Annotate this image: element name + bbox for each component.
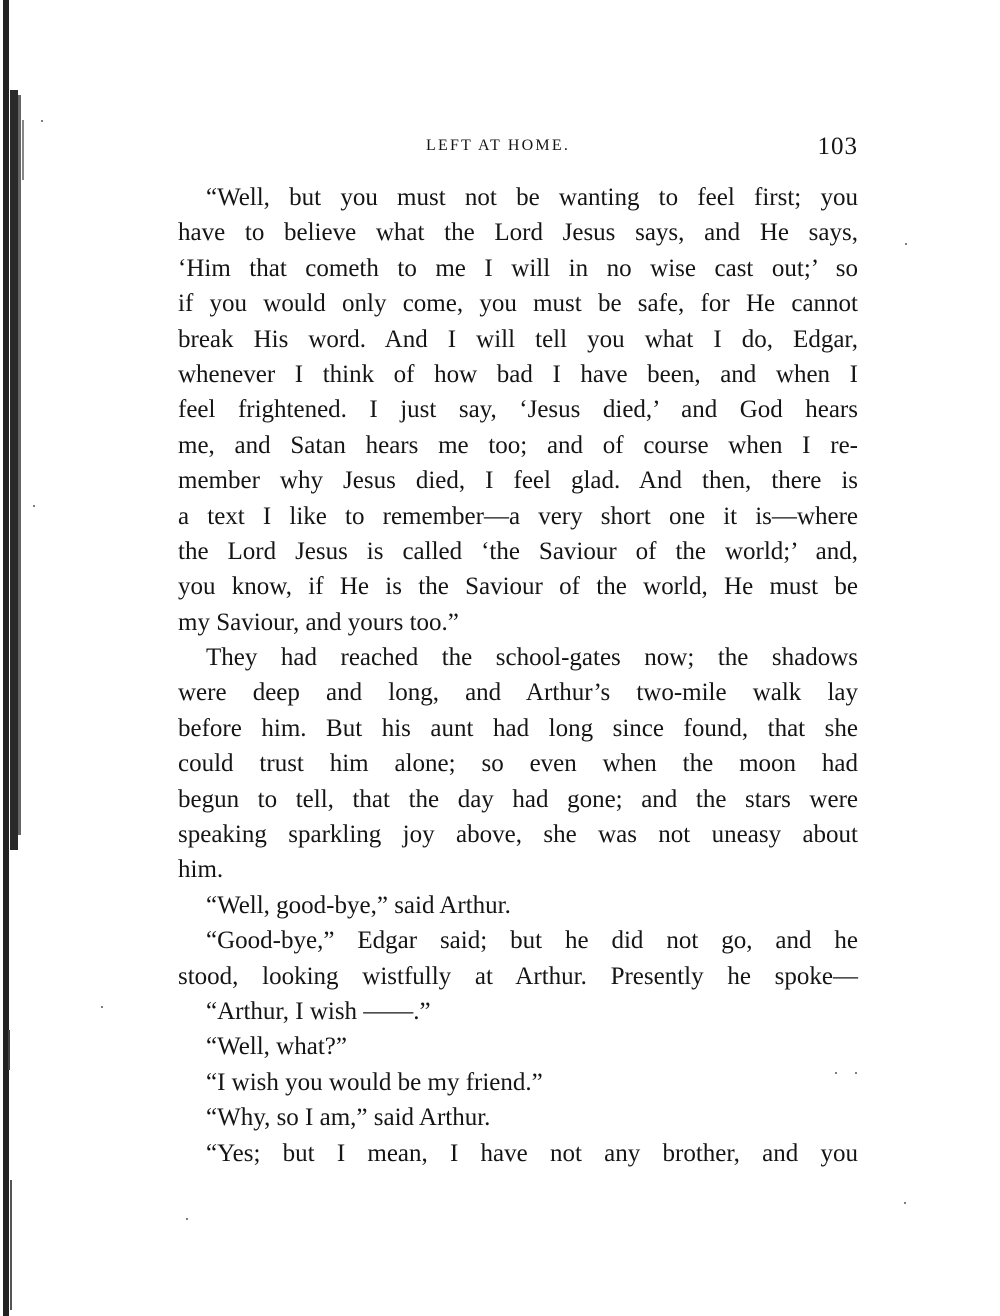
- text-line: ‘Him that cometh to me I will in no wise cast out;’ so: [178, 254, 858, 282]
- text-line: feel frightened. I just say, ‘Jesus died,’ and God hears: [178, 396, 858, 424]
- text-line: stood, looking wistfully at Arthur. Presently he spoke—: [178, 962, 858, 990]
- text-line: me, and Satan hears me too; and of course when I re-: [178, 431, 858, 459]
- text-line: “Good-bye,” Edgar said; but he did not go, and he: [206, 927, 858, 955]
- text-line: “Arthur, I wish ——.”: [206, 997, 431, 1025]
- text-line: before him. But his aunt had long since found, that she: [178, 714, 858, 742]
- text-line: “Well, what?”: [206, 1033, 347, 1061]
- text-line: if you would only come, you must be safe, for He cannot: [178, 290, 858, 318]
- text-line: a text I like to remember—a very short one it is—where: [178, 502, 858, 530]
- text-line: member why Jesus died, I feel glad. And then, there is: [178, 467, 858, 495]
- text-line: begun to tell, that the day had gone; and the stars were: [178, 785, 858, 813]
- scan-speck: [33, 505, 35, 507]
- scan-speck: [904, 1202, 906, 1204]
- text-line: They had reached the school-gates now; the shadows: [206, 644, 858, 672]
- text-line: could trust him alone; so even when the moon had: [178, 750, 858, 778]
- text-line: whenever I think of how bad I have been, and when I: [178, 360, 858, 388]
- text-line: were deep and long, and Arthur’s two-mile walk lay: [178, 679, 858, 707]
- text-line: you know, if He is the Saviour of the world, He must be: [178, 573, 858, 601]
- scan-speck: [905, 243, 907, 245]
- scan-speck: [41, 120, 43, 122]
- scan-speck: [101, 1006, 103, 1008]
- body-text: [178, 180, 858, 1171]
- text-line: have to believe what the Lord Jesus says, and He says,: [178, 219, 858, 247]
- running-head: LEFT AT HOME.: [426, 137, 571, 154]
- text-line: “Well, good-bye,” said Arthur.: [206, 891, 511, 919]
- text-line: “Yes; but I mean, I have not any brother, and you: [206, 1139, 858, 1167]
- page-binding-edge: [0, 0, 30, 1316]
- text-line: the Lord Jesus is called ‘the Saviour of the world;’ and,: [178, 537, 858, 565]
- text-line: break His word. And I will tell you what I do, Edgar,: [178, 325, 858, 353]
- page-header: [178, 133, 858, 163]
- page-number: 103: [817, 133, 858, 160]
- text-line: my Saviour, and yours too.”: [178, 608, 459, 636]
- text-line: “I wish you would be my friend.”: [206, 1068, 543, 1096]
- scan-speck: [186, 1218, 188, 1220]
- text-line: speaking sparkling joy above, she was not uneasy about: [178, 821, 858, 849]
- text-line: “Why, so I am,” said Arthur.: [206, 1104, 491, 1132]
- text-line: him.: [178, 856, 224, 884]
- text-line: “Well, but you must not be wanting to feel first; you: [206, 184, 858, 211]
